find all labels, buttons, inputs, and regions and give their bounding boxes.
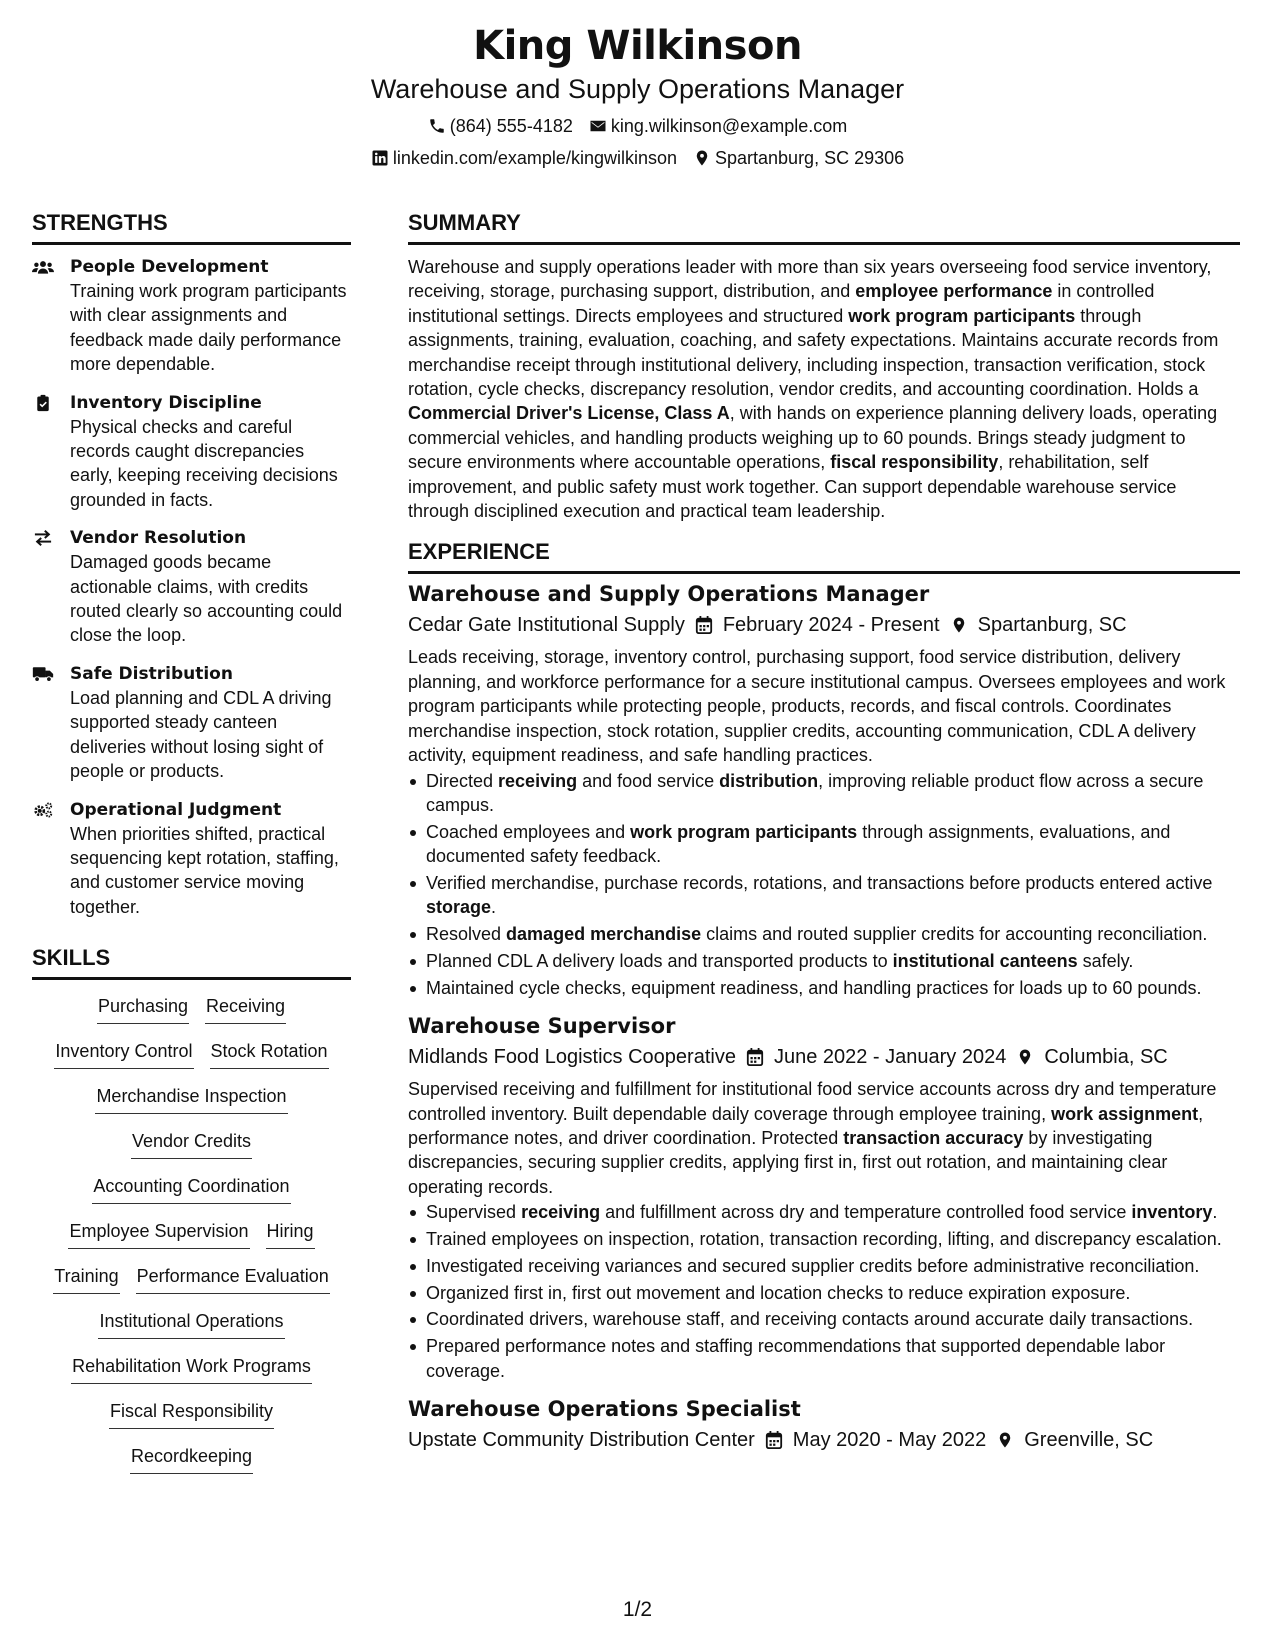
skill-row [131, 1129, 252, 1174]
job-bullets [408, 769, 1240, 1001]
strength-item [32, 662, 351, 784]
bullet-item: Trained employees on inspection, rotation, transaction recording, lifting, and discrepancy escalation. [408, 1227, 1240, 1251]
skill-row [109, 1399, 274, 1444]
skill-row [71, 1354, 312, 1399]
job-meta [408, 611, 1240, 639]
bullet-item: Organized first in, first out movement and location checks to reduce expiration exposure. [408, 1281, 1240, 1305]
page-number: 1/2 [622, 1598, 653, 1621]
strength-title: Safe Distribution [70, 663, 233, 684]
right-column [408, 210, 1240, 1466]
strength-item [32, 391, 351, 513]
strength-title: Inventory Discipline [70, 392, 262, 413]
linkedin-text: linkedin.com/example/kingwilkinson [392, 148, 677, 168]
left-column [32, 210, 351, 1489]
bullet-item: Planned CDL A delivery loads and transported products to institutional canteens safely. [408, 949, 1240, 973]
skill-tag: Hiring [266, 1219, 315, 1249]
skill-tag: Accounting Coordination [92, 1174, 290, 1204]
bullet-item: Prepared performance notes and staffing recommendations that supported dependable labor coverage. [408, 1334, 1240, 1383]
resume-header [0, 20, 1275, 170]
gears-icon [32, 798, 60, 920]
location-item [693, 146, 904, 170]
strengths-list [32, 255, 351, 919]
envelope-icon [589, 117, 607, 135]
contact-row-2 [0, 146, 1275, 170]
exchange-arrows-icon [32, 526, 60, 648]
skill-tag: Fiscal Responsibility [109, 1399, 274, 1429]
skill-tag: Performance Evaluation [136, 1264, 330, 1294]
job-entry [408, 580, 1240, 1000]
job-dates: June 2022 - January 2024 [773, 1046, 1007, 1069]
skill-tag: Institutional Operations [98, 1309, 284, 1339]
job-title: Warehouse and Supply Operations Manager [408, 582, 930, 607]
contact-row-1 [0, 114, 1275, 138]
candidate-name: King Wilkinson [473, 23, 802, 69]
bullet-item: Maintained cycle checks, equipment readiness, and handling practices for loads up to 60 pounds. [408, 976, 1240, 1000]
job-entry [408, 1395, 1240, 1454]
job-entry [408, 1012, 1240, 1383]
skill-row [92, 1174, 290, 1219]
skill-row [54, 1039, 328, 1084]
skill-tag: Purchasing [97, 994, 189, 1024]
job-location: Columbia, SC [1044, 1046, 1168, 1069]
map-pin-icon [950, 615, 968, 635]
summary-text: Warehouse and supply operations leader with more than six years overseeing food service inventory, receiving, storage, purchasing support, distribution, and employee performance in controlled institutional settings. Directs employees and structured work program participants through assignments, training, evaluation, coaching, and safety expectations. Maintains accurate records from merchandise receipt through institutional delivery, including inspection, transaction verification, stock rotation, cycle checks, discrepancy resolution, vendor credits, and accounting coordination. Holds a Commercial Driver's License, Class A, with hands on experience planning delivery loads, operating commercial vehicles, and handling products weighing up to 60 pounds. Brings steady judgment to secure environments where accountable operations, fiscal responsibility, rehabilitation, self improvement, and public safety must work together. Can support dependable warehouse service through disciplined execution and practical team leadership. [408, 257, 1219, 522]
skill-tag: Stock Rotation [210, 1039, 329, 1069]
job-title: Warehouse Supervisor [408, 1014, 676, 1039]
bullet-item: Supervised receiving and fulfillment across dry and temperature controlled food service inventory. [408, 1200, 1240, 1224]
job-meta [408, 1043, 1240, 1071]
strength-item [32, 798, 351, 920]
location-text: Spartanburg, SC 29306 [715, 148, 905, 168]
summary-heading: SUMMARY [408, 210, 1240, 245]
skill-row [130, 1444, 253, 1489]
skills-heading: SKILLS [32, 945, 351, 980]
users-icon [32, 255, 60, 377]
strength-title: Operational Judgment [70, 799, 282, 820]
strength-item [32, 255, 351, 377]
job-company: Cedar Gate Institutional Supply [408, 614, 685, 637]
skill-tag: Inventory Control [54, 1039, 193, 1069]
jobs-list [408, 580, 1240, 1453]
strength-title: People Development [70, 257, 269, 277]
linkedin-icon [371, 149, 389, 167]
skill-tag: Receiving [205, 994, 286, 1024]
strength-item [32, 526, 351, 648]
job-title: Warehouse Operations Specialist [408, 1396, 801, 1421]
job-dates: February 2024 - Present [722, 614, 940, 637]
skill-tag: Merchandise Inspection [95, 1084, 287, 1114]
experience-heading: EXPERIENCE [408, 539, 1240, 574]
strength-desc: When priorities shifted, practical sequencing kept rotation, staffing, and customer service moving together. [70, 823, 339, 917]
calendar-icon [765, 1430, 783, 1450]
strength-desc: Training work program participants with clear assignments and feedback made daily performance more dependable. [70, 281, 347, 375]
skill-tag: Employee Supervision [68, 1219, 249, 1249]
phone-text: (864) 555-4182 [449, 116, 573, 136]
skill-tag: Training [53, 1264, 119, 1294]
calendar-icon [695, 615, 713, 635]
skill-row [97, 994, 286, 1039]
strength-title: Vendor Resolution [70, 528, 247, 549]
email-text: king.wilkinson@example.com [610, 116, 848, 136]
bullet-item: Directed receiving and food service distribution, improving reliable product flow across a secure campus. [408, 769, 1240, 818]
phone-item [428, 114, 573, 138]
job-company: Midlands Food Logistics Cooperative [408, 1046, 736, 1069]
skill-row [53, 1264, 329, 1309]
truck-icon [32, 662, 60, 784]
bullet-item: Coached employees and work program participants through assignments, evaluations, and documented safety feedback. [408, 820, 1240, 869]
strengths-heading: STRENGTHS [32, 210, 351, 245]
skills-list [32, 994, 351, 1489]
strength-desc: Physical checks and careful records caught discrepancies early, keeping receiving decisions grounded in facts. [70, 416, 338, 510]
bullet-item: Investigated receiving variances and secured supplier credits before administrative reconciliation. [408, 1254, 1240, 1278]
skill-row [95, 1084, 287, 1129]
job-description: Supervised receiving and fulfillment for institutional food service accounts across dry and temperature controlled inventory. Built dependable daily coverage through employee training, work assignment, performance notes, and driver coordination. Protected transaction accuracy by investigating discrepancies, securing supplier credits, applying first in, first out rotation, and maintaining clear operating records. [408, 1079, 1217, 1197]
bullet-item: Coordinated drivers, warehouse staff, and receiving contacts around accurate daily transactions. [408, 1307, 1240, 1331]
job-meta [408, 1426, 1240, 1454]
phone-icon [428, 117, 446, 135]
job-bullets [408, 1200, 1240, 1383]
job-dates: May 2020 - May 2022 [792, 1428, 987, 1451]
skill-tag: Rehabilitation Work Programs [71, 1354, 312, 1384]
skill-tag: Vendor Credits [131, 1129, 252, 1159]
skill-row [98, 1309, 284, 1354]
strength-desc: Damaged goods became actionable claims, with credits routed clearly so accounting could close the loop. [70, 552, 343, 646]
email-item[interactable] [589, 114, 847, 138]
job-company: Upstate Community Distribution Center [408, 1428, 755, 1451]
job-location: Greenville, SC [1024, 1428, 1154, 1451]
skill-row [68, 1219, 314, 1264]
bullet-item: Verified merchandise, purchase records, rotations, and transactions before products entered active storage. [408, 871, 1240, 920]
map-pin-icon [1016, 1047, 1034, 1067]
map-pin-icon [693, 149, 711, 167]
job-description: Leads receiving, storage, inventory control, purchasing support, food service distribution, delivery planning, and workforce performance for a secure institutional campus. Oversees employees and work program participants while protecting people, products, records, and fiscal controls. Coordinates merchandise inspection, stock rotation, supplier credits, accounting communication, CDL A delivery activity, equipment readiness, and safe handling practices. [408, 647, 1226, 766]
clipboard-check-icon [32, 391, 60, 513]
linkedin-item[interactable] [371, 146, 677, 170]
calendar-icon [746, 1047, 764, 1067]
bullet-item: Resolved damaged merchandise claims and routed supplier credits for accounting reconciliation. [408, 922, 1240, 946]
map-pin-icon [996, 1430, 1014, 1450]
job-location: Spartanburg, SC [977, 614, 1127, 637]
skill-tag: Recordkeeping [130, 1444, 253, 1474]
strength-desc: Load planning and CDL A driving supported steady canteen deliveries without losing sight of people or products. [70, 687, 332, 782]
candidate-title: Warehouse and Supply Operations Manager [370, 74, 905, 104]
